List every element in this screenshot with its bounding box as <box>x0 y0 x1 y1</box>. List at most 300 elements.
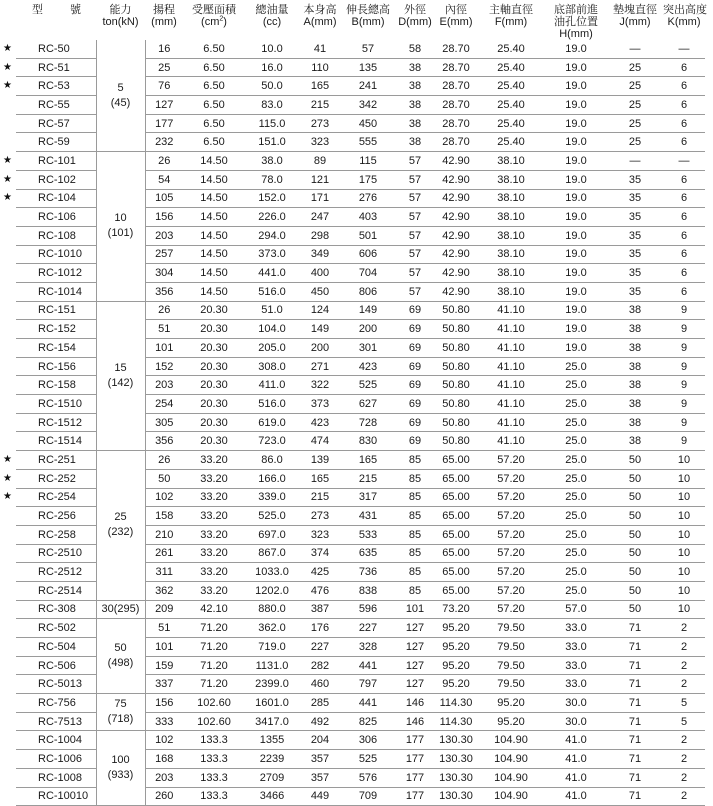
body-height-cell: 285 <box>299 694 341 713</box>
model-label: RC-1012 <box>38 267 83 280</box>
oil-port-position-cell: 30.0 <box>545 712 607 731</box>
saddle-diameter-cell: 35 <box>607 245 663 264</box>
model-label: RC-101 <box>38 154 76 167</box>
oil-volume-cell: 516.0 <box>245 282 299 301</box>
oil-port-position-cell: 19.0 <box>545 226 607 245</box>
oil-volume-cell: 83.0 <box>245 96 299 115</box>
model-cell <box>16 563 96 582</box>
protrusion-height-cell: 6 <box>663 170 705 189</box>
protrusion-height-cell: 6 <box>663 264 705 283</box>
saddle-diameter-cell: 71 <box>607 787 663 806</box>
model-cell <box>16 581 96 600</box>
shaft-diameter-cell: 41.10 <box>477 357 545 376</box>
oil-port-position-cell: 19.0 <box>545 58 607 77</box>
inner-diameter-cell: 130.30 <box>435 750 477 769</box>
inner-diameter-cell: 50.80 <box>435 320 477 339</box>
model-cell <box>16 712 96 731</box>
model-label: RC-53 <box>38 80 70 93</box>
body-height-cell: 357 <box>299 750 341 769</box>
area-cell: 33.20 <box>183 581 245 600</box>
model-label: RC-1514 <box>38 435 83 448</box>
model-cell <box>16 282 96 301</box>
model-label: RC-1512 <box>38 416 83 429</box>
outer-diameter-cell: 127 <box>395 656 435 675</box>
star-icon: ★ <box>3 42 12 54</box>
model-cell <box>16 619 96 638</box>
area-cell: 133.3 <box>183 768 245 787</box>
oil-port-position-cell: 19.0 <box>545 264 607 283</box>
outer-diameter-cell: 38 <box>395 58 435 77</box>
shaft-diameter-cell: 25.40 <box>477 58 545 77</box>
model-label: RC-154 <box>38 341 76 354</box>
inner-diameter-cell: 50.80 <box>435 339 477 358</box>
saddle-diameter-cell: 25 <box>607 58 663 77</box>
stroke-cell: 203 <box>145 376 183 395</box>
area-cell: 20.30 <box>183 320 245 339</box>
shaft-diameter-cell: 79.50 <box>477 675 545 694</box>
body-height-cell: 373 <box>299 395 341 414</box>
oil-volume-cell: 205.0 <box>245 339 299 358</box>
area-cell: 6.50 <box>183 77 245 96</box>
protrusion-height-cell: 6 <box>663 245 705 264</box>
outer-diameter-cell: 85 <box>395 507 435 526</box>
oil-port-position-cell: 25.0 <box>545 469 607 488</box>
stroke-cell: 305 <box>145 413 183 432</box>
shaft-diameter-cell: 104.90 <box>477 787 545 806</box>
shaft-diameter-cell: 41.10 <box>477 301 545 320</box>
extended-height-cell: 431 <box>341 507 395 526</box>
inner-diameter-cell: 95.20 <box>435 619 477 638</box>
area-cell: 133.3 <box>183 731 245 750</box>
body-height-cell: 298 <box>299 226 341 245</box>
protrusion-height-cell: 9 <box>663 339 705 358</box>
header-protrusion-height: 突出高度 K(mm) <box>663 4 707 28</box>
body-height-cell: 204 <box>299 731 341 750</box>
model-cell <box>16 264 96 283</box>
inner-diameter-cell: 42.90 <box>435 152 477 171</box>
protrusion-height-cell: 5 <box>663 712 705 731</box>
extended-height-cell: 227 <box>341 619 395 638</box>
body-height-cell: 425 <box>299 563 341 582</box>
saddle-diameter-cell: 38 <box>607 301 663 320</box>
shaft-diameter-cell: 57.20 <box>477 469 545 488</box>
model-label: RC-108 <box>38 229 76 242</box>
area-cell: 6.50 <box>183 96 245 115</box>
protrusion-height-cell: 5 <box>663 694 705 713</box>
body-height-cell: 357 <box>299 768 341 787</box>
extended-height-cell: 200 <box>341 320 395 339</box>
area-cell: 20.30 <box>183 339 245 358</box>
oil-volume-cell: 226.0 <box>245 208 299 227</box>
saddle-diameter-cell: 25 <box>607 96 663 115</box>
outer-diameter-cell: 38 <box>395 96 435 115</box>
oil-port-position-cell: 30.0 <box>545 694 607 713</box>
stroke-cell: 50 <box>145 469 183 488</box>
model-label: RC-59 <box>38 136 70 149</box>
model-label: RC-57 <box>38 117 70 130</box>
shaft-diameter-cell: 57.20 <box>477 525 545 544</box>
oil-port-position-cell: 25.0 <box>545 488 607 507</box>
model-label: RC-102 <box>38 173 76 186</box>
body-height-cell: 323 <box>299 133 341 152</box>
outer-diameter-cell: 177 <box>395 731 435 750</box>
stroke-cell: 260 <box>145 787 183 806</box>
inner-diameter-cell: 65.00 <box>435 581 477 600</box>
oil-port-position-cell: 19.0 <box>545 40 607 58</box>
body-height-cell: 387 <box>299 600 341 619</box>
oil-port-position-cell: 25.0 <box>545 376 607 395</box>
cylinder-spec-table <box>3 4 707 806</box>
outer-diameter-cell: 101 <box>395 600 435 619</box>
protrusion-height-cell: 10 <box>663 544 705 563</box>
extended-height-cell: 342 <box>341 96 395 115</box>
shaft-diameter-cell: 57.20 <box>477 600 545 619</box>
protrusion-height-cell: 9 <box>663 301 705 320</box>
shaft-diameter-cell: 79.50 <box>477 619 545 638</box>
model-label: RC-7513 <box>38 715 83 728</box>
outer-diameter-cell: 57 <box>395 282 435 301</box>
extended-height-cell: 57 <box>341 40 395 58</box>
model-label: RC-756 <box>38 696 76 709</box>
extended-height-cell: 276 <box>341 189 395 208</box>
oil-volume-cell: 2239 <box>245 750 299 769</box>
stroke-cell: 203 <box>145 768 183 787</box>
outer-diameter-cell: 127 <box>395 675 435 694</box>
model-cell <box>16 226 96 245</box>
model-cell <box>16 339 96 358</box>
outer-diameter-cell: 85 <box>395 525 435 544</box>
model-label: RC-1006 <box>38 752 83 765</box>
star-icon: ★ <box>3 472 12 484</box>
oil-port-position-cell: 41.0 <box>545 787 607 806</box>
model-label: RC-5013 <box>38 678 83 691</box>
oil-volume-cell: 151.0 <box>245 133 299 152</box>
stroke-cell: 362 <box>145 581 183 600</box>
extended-height-cell: 728 <box>341 413 395 432</box>
capacity-cell <box>96 600 145 619</box>
saddle-diameter-cell: 25 <box>607 114 663 133</box>
oil-port-position-cell: 25.0 <box>545 413 607 432</box>
oil-volume-cell: 719.0 <box>245 638 299 657</box>
extended-height-cell: 115 <box>341 152 395 171</box>
body-height-cell: 349 <box>299 245 341 264</box>
oil-volume-cell: 86.0 <box>245 451 299 470</box>
protrusion-height-cell: 9 <box>663 376 705 395</box>
area-cell: 33.20 <box>183 563 245 582</box>
oil-volume-cell: 441.0 <box>245 264 299 283</box>
extended-height-cell: 215 <box>341 469 395 488</box>
area-cell: 20.30 <box>183 413 245 432</box>
oil-volume-cell: 2399.0 <box>245 675 299 694</box>
stroke-cell: 261 <box>145 544 183 563</box>
star-icon: ★ <box>3 192 12 204</box>
oil-port-position-cell: 19.0 <box>545 152 607 171</box>
extended-height-cell: 709 <box>341 787 395 806</box>
capacity-kn: (142) <box>107 376 134 389</box>
model-label: RC-156 <box>38 360 76 373</box>
oil-port-position-cell: 19.0 <box>545 133 607 152</box>
area-cell: 71.20 <box>183 638 245 657</box>
saddle-diameter-cell: 50 <box>607 581 663 600</box>
outer-diameter-cell: 127 <box>395 619 435 638</box>
protrusion-height-cell: 6 <box>663 189 705 208</box>
shaft-diameter-cell: 38.10 <box>477 245 545 264</box>
stroke-cell: 54 <box>145 170 183 189</box>
protrusion-height-cell: 6 <box>663 208 705 227</box>
model-cell <box>16 133 96 152</box>
star-icon: ★ <box>3 491 12 503</box>
saddle-diameter-cell: 71 <box>607 656 663 675</box>
extended-height-cell: 635 <box>341 544 395 563</box>
body-height-cell: 165 <box>299 469 341 488</box>
body-height-cell: 450 <box>299 282 341 301</box>
area-cell: 14.50 <box>183 282 245 301</box>
stroke-cell: 152 <box>145 357 183 376</box>
model-cell <box>16 787 96 806</box>
outer-diameter-cell: 85 <box>395 469 435 488</box>
outer-diameter-cell: 127 <box>395 638 435 657</box>
saddle-diameter-cell: 71 <box>607 675 663 694</box>
inner-diameter-cell: 130.30 <box>435 787 477 806</box>
inner-diameter-cell: 65.00 <box>435 563 477 582</box>
body-height-cell: 492 <box>299 712 341 731</box>
saddle-diameter-cell: 38 <box>607 395 663 414</box>
model-cell <box>16 114 96 133</box>
extended-height-cell: 306 <box>341 731 395 750</box>
oil-volume-cell: 308.0 <box>245 357 299 376</box>
area-cell: 33.20 <box>183 544 245 563</box>
saddle-diameter-cell: 50 <box>607 544 663 563</box>
outer-diameter-cell: 69 <box>395 413 435 432</box>
header-oil-volume: 總油量 (cc) <box>255 4 289 28</box>
shaft-diameter-cell: 57.20 <box>477 507 545 526</box>
area-cell: 33.20 <box>183 525 245 544</box>
shaft-diameter-cell: 41.10 <box>477 376 545 395</box>
stroke-cell: 51 <box>145 619 183 638</box>
table-row <box>16 451 705 470</box>
outer-diameter-cell: 69 <box>395 320 435 339</box>
oil-port-position-cell: 25.0 <box>545 395 607 414</box>
table-row <box>16 301 705 320</box>
shaft-diameter-cell: 79.50 <box>477 638 545 657</box>
saddle-diameter-cell: 71 <box>607 638 663 657</box>
protrusion-height-cell: 2 <box>663 731 705 750</box>
body-height-cell: 476 <box>299 581 341 600</box>
protrusion-height-cell: 10 <box>663 600 705 619</box>
oil-volume-cell: 50.0 <box>245 77 299 96</box>
body-height-cell: 323 <box>299 525 341 544</box>
stroke-cell: 356 <box>145 282 183 301</box>
capacity-cell <box>96 731 145 806</box>
capacity-kn: (933) <box>107 769 134 782</box>
table-row <box>16 152 705 171</box>
inner-diameter-cell: 50.80 <box>435 432 477 451</box>
model-cell <box>16 357 96 376</box>
outer-diameter-cell: 85 <box>395 563 435 582</box>
inner-diameter-cell: 73.20 <box>435 600 477 619</box>
oil-volume-cell: 525.0 <box>245 507 299 526</box>
outer-diameter-cell: 146 <box>395 712 435 731</box>
extended-height-cell: 596 <box>341 600 395 619</box>
model-label: RC-104 <box>38 192 76 205</box>
oil-port-position-cell: 25.0 <box>545 451 607 470</box>
area-cell: 20.30 <box>183 301 245 320</box>
area-cell: 14.50 <box>183 170 245 189</box>
oil-volume-cell: 516.0 <box>245 395 299 414</box>
oil-volume-cell: 867.0 <box>245 544 299 563</box>
protrusion-height-cell: 9 <box>663 320 705 339</box>
shaft-diameter-cell: 38.10 <box>477 170 545 189</box>
stroke-cell: 356 <box>145 432 183 451</box>
extended-height-cell: 830 <box>341 432 395 451</box>
oil-volume-cell: 1601.0 <box>245 694 299 713</box>
extended-height-cell: 525 <box>341 750 395 769</box>
stroke-cell: 25 <box>145 58 183 77</box>
table-row <box>16 619 705 638</box>
model-cell <box>3 488 96 507</box>
area-cell: 14.50 <box>183 189 245 208</box>
extended-height-cell: 555 <box>341 133 395 152</box>
header-shaft-diameter: 主軸直徑 F(mm) <box>489 4 533 28</box>
inner-diameter-cell: 42.90 <box>435 170 477 189</box>
extended-height-cell: 533 <box>341 525 395 544</box>
oil-volume-cell: 38.0 <box>245 152 299 171</box>
inner-diameter-cell: 95.20 <box>435 656 477 675</box>
model-label: RC-258 <box>38 528 76 541</box>
inner-diameter-cell: 28.70 <box>435 40 477 58</box>
body-height-cell: 247 <box>299 208 341 227</box>
model-label: RC-55 <box>38 98 70 111</box>
protrusion-height-cell: 10 <box>663 563 705 582</box>
shaft-diameter-cell: 41.10 <box>477 432 545 451</box>
protrusion-height-cell: 9 <box>663 432 705 451</box>
inner-diameter-cell: 42.90 <box>435 208 477 227</box>
saddle-diameter-cell: 71 <box>607 731 663 750</box>
inner-diameter-cell: 28.70 <box>435 77 477 96</box>
star-icon: ★ <box>3 173 12 185</box>
inner-diameter-cell: 65.00 <box>435 451 477 470</box>
shaft-diameter-cell: 57.20 <box>477 451 545 470</box>
shaft-diameter-cell: 95.20 <box>477 712 545 731</box>
extended-height-cell: 501 <box>341 226 395 245</box>
saddle-diameter-cell: 35 <box>607 189 663 208</box>
oil-port-position-cell: 33.0 <box>545 675 607 694</box>
model-label: RC-106 <box>38 211 76 224</box>
model-label: RC-506 <box>38 659 76 672</box>
area-cell: 42.10 <box>183 600 245 619</box>
outer-diameter-cell: 69 <box>395 432 435 451</box>
inner-diameter-cell: 65.00 <box>435 488 477 507</box>
body-height-cell: 215 <box>299 488 341 507</box>
model-label: RC-1010 <box>38 248 83 261</box>
model-label: RC-2512 <box>38 566 83 579</box>
inner-diameter-cell: 65.00 <box>435 507 477 526</box>
inner-diameter-cell: 28.70 <box>435 133 477 152</box>
saddle-diameter-cell: 38 <box>607 357 663 376</box>
shaft-diameter-cell: 57.20 <box>477 563 545 582</box>
protrusion-height-cell: 10 <box>663 525 705 544</box>
oil-volume-cell: 1355 <box>245 731 299 750</box>
stroke-cell: 177 <box>145 114 183 133</box>
protrusion-height-cell: 6 <box>663 226 705 245</box>
shaft-diameter-cell: 41.10 <box>477 395 545 414</box>
table-row <box>16 731 705 750</box>
model-label: RC-256 <box>38 510 76 523</box>
model-label: RC-152 <box>38 323 76 336</box>
extended-height-cell: 525 <box>341 376 395 395</box>
shaft-diameter-cell: 38.10 <box>477 226 545 245</box>
shaft-diameter-cell: 25.40 <box>477 40 545 58</box>
stroke-cell: 337 <box>145 675 183 694</box>
oil-port-position-cell: 57.0 <box>545 600 607 619</box>
model-cell <box>16 395 96 414</box>
outer-diameter-cell: 57 <box>395 208 435 227</box>
saddle-diameter-cell: 35 <box>607 282 663 301</box>
saddle-diameter-cell: 50 <box>607 525 663 544</box>
area-cell: 133.3 <box>183 787 245 806</box>
outer-diameter-cell: 57 <box>395 226 435 245</box>
protrusion-height-cell: 10 <box>663 451 705 470</box>
table-row <box>16 694 705 713</box>
stroke-cell: 232 <box>145 133 183 152</box>
outer-diameter-cell: 177 <box>395 768 435 787</box>
extended-height-cell: 838 <box>341 581 395 600</box>
extended-height-cell: 135 <box>341 58 395 77</box>
body-height-cell: 273 <box>299 114 341 133</box>
model-cell <box>16 376 96 395</box>
outer-diameter-cell: 57 <box>395 152 435 171</box>
area-cell: 71.20 <box>183 656 245 675</box>
saddle-diameter-cell: 71 <box>607 619 663 638</box>
oil-port-position-cell: 19.0 <box>545 114 607 133</box>
model-cell <box>16 750 96 769</box>
area-cell: 71.20 <box>183 619 245 638</box>
protrusion-height-cell: 6 <box>663 96 705 115</box>
protrusion-height-cell: 6 <box>663 58 705 77</box>
saddle-diameter-cell: — <box>607 152 663 171</box>
saddle-diameter-cell: 25 <box>607 77 663 96</box>
oil-port-position-cell: 25.0 <box>545 507 607 526</box>
body-height-cell: 124 <box>299 301 341 320</box>
model-label: RC-254 <box>38 491 76 504</box>
oil-port-position-cell: 19.0 <box>545 77 607 96</box>
extended-height-cell: 441 <box>341 656 395 675</box>
inner-diameter-cell: 95.20 <box>435 675 477 694</box>
inner-diameter-cell: 95.20 <box>435 638 477 657</box>
model-label: RC-504 <box>38 640 76 653</box>
stroke-cell: 127 <box>145 96 183 115</box>
body-height-cell: 215 <box>299 96 341 115</box>
stroke-cell: 101 <box>145 638 183 657</box>
stroke-cell: 102 <box>145 731 183 750</box>
outer-diameter-cell: 58 <box>395 40 435 58</box>
inner-diameter-cell: 42.90 <box>435 226 477 245</box>
oil-volume-cell: 362.0 <box>245 619 299 638</box>
area-cell: 6.50 <box>183 40 245 58</box>
model-label: RC-151 <box>38 304 76 317</box>
header-model: 型 號 <box>32 4 89 16</box>
area-cell: 102.60 <box>183 712 245 731</box>
protrusion-height-cell: 10 <box>663 581 705 600</box>
saddle-diameter-cell: 25 <box>607 133 663 152</box>
body-height-cell: 449 <box>299 787 341 806</box>
shaft-diameter-cell: 41.10 <box>477 320 545 339</box>
stroke-cell: 105 <box>145 189 183 208</box>
oil-port-position-cell: 19.0 <box>545 96 607 115</box>
saddle-diameter-cell: 71 <box>607 712 663 731</box>
body-height-cell: 200 <box>299 339 341 358</box>
model-cell <box>16 544 96 563</box>
